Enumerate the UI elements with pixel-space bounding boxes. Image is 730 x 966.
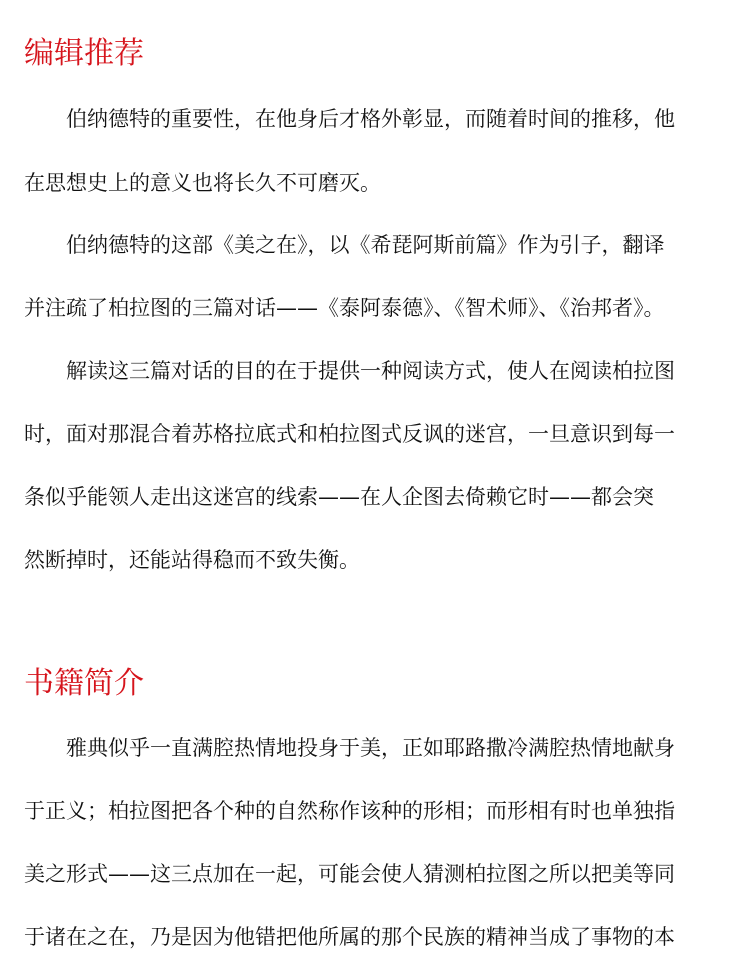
editor-recommendation-line: 解读这三篇对话的目的在于提供一种阅读方式，使人在阅读柏拉图	[66, 359, 675, 383]
book-intro-line: 于正义；柏拉图把各个种的自然称作该种的形相；而形相有时也单独指	[24, 799, 675, 823]
editor-recommendation-line: 然断掉时，还能站得稳而不致失衡。	[24, 548, 360, 572]
editor-recommendation-line: 条似乎能领人走出这迷宫的线索——在人企图去倚赖它时——都会突	[24, 485, 654, 509]
editor-recommendation-heading: 编辑推荐	[24, 36, 144, 71]
book-intro-line: 雅典似乎一直满腔热情地投身于美，正如耶路撒冷满腔热情地献身	[66, 736, 675, 760]
book-intro-heading: 书籍简介	[24, 666, 144, 701]
editor-recommendation-line: 并注疏了柏拉图的三篇对话——《泰阿泰德》、《智术师》、《治邦者》。	[24, 296, 665, 320]
editor-recommendation-line: 伯纳德特的这部《美之在》，以《希琵阿斯前篇》作为引子，翻译	[66, 233, 665, 257]
editor-recommendation-line: 伯纳德特的重要性，在他身后才格外彰显，而随着时间的推移，他	[66, 107, 675, 131]
editor-recommendation-line: 时，面对那混合着苏格拉底式和柏拉图式反讽的迷宫，一旦意识到每一	[24, 422, 675, 446]
book-intro-line: 美之形式——这三点加在一起，可能会使人猜测柏拉图之所以把美等同	[24, 862, 675, 886]
editor-recommendation-line: 在思想史上的意义也将长久不可磨灭。	[24, 171, 381, 195]
book-intro-line: 于诸在之在，乃是因为他错把他所属的那个民族的精神当成了事物的本	[24, 925, 675, 949]
